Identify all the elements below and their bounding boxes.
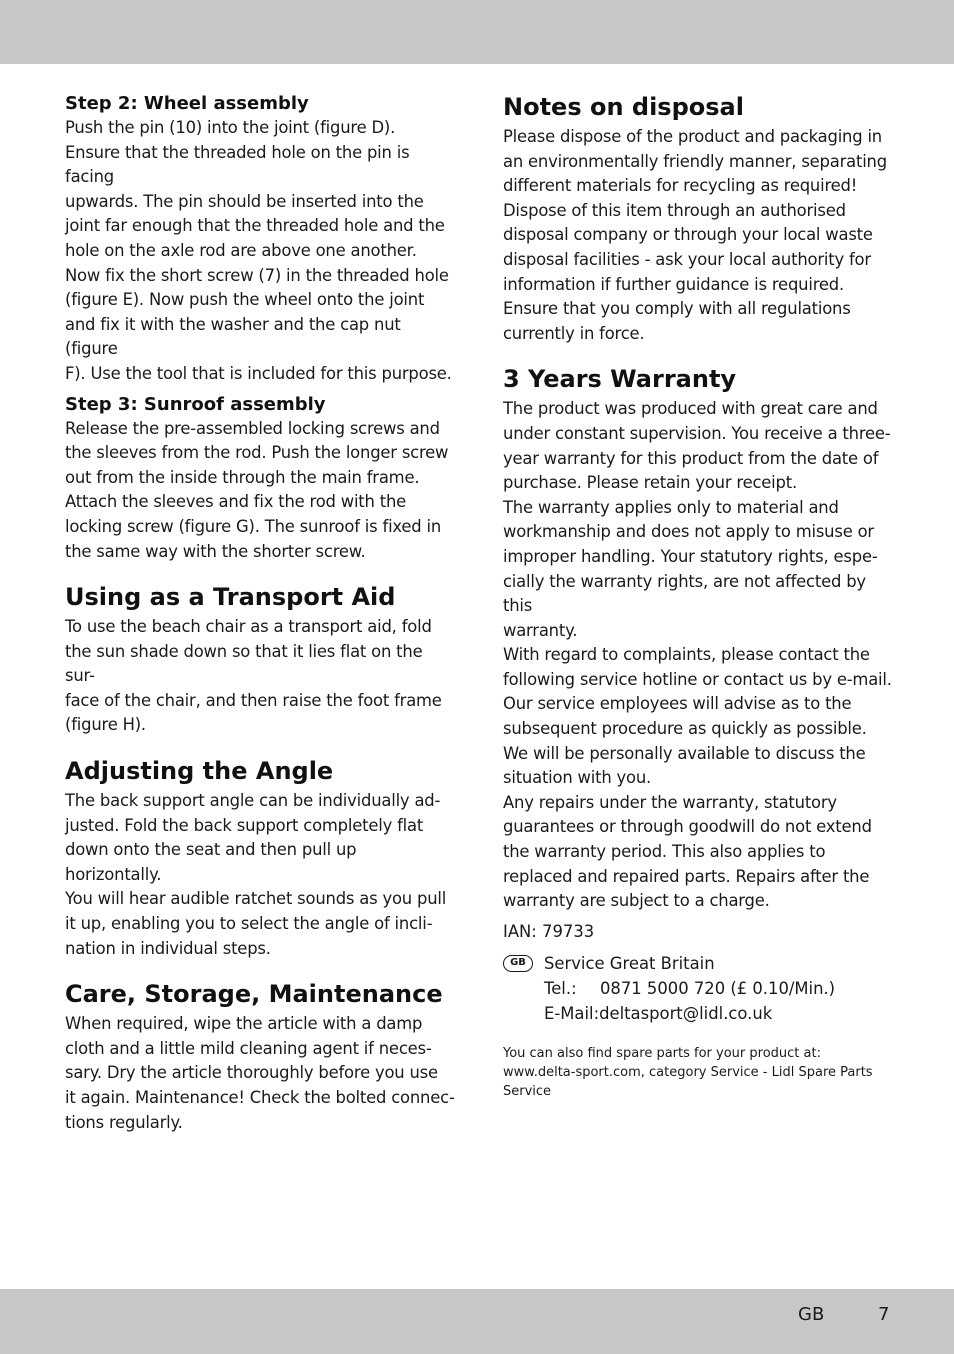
tel-value: 0871 5000 720 (£ 0.10/Min.) — [600, 979, 836, 998]
angle-heading: Adjusting the Angle — [65, 757, 334, 786]
step3-text: Release the pre-assembled locking screws and the sleeves from the rod. Push the longer screw out from the inside through the main frame. Attach the sleeves and fix the rod with the locking screw (figure G). The sunroof is fixed in the same way with the shorter screw. — [65, 418, 449, 561]
care-heading: Care, Storage, Maintenance — [65, 980, 443, 1009]
angle-text: The back support angle can be individually ad- justed. Fold the back support completely flat down onto the seat and then pull up horizontally. You will hear audible ratchet sounds as you pull it up, enabling you to select the angle of incli- nation in individual steps. — [65, 791, 447, 958]
warranty-heading: 3 Years Warranty — [503, 365, 737, 394]
care-text: When required, wipe the article with a damp cloth and a little mild cleaning agent if neces- sary. Dry the article thoroughly before you use it again. Maintenance! Check the bolted connec- tions regularly. — [65, 1014, 455, 1132]
service-email: E-Mail:deltasport@lidl.co.uk — [544, 1003, 773, 1023]
service-tel-row — [544, 977, 893, 1002]
spare-parts-note: You can also find spare parts for your product at: www.delta-sport.com, category Service - Lidl Spare Parts Service — [503, 1046, 873, 1100]
gb-country-badge: GB — [503, 955, 533, 972]
footer-language: GB — [798, 1304, 825, 1325]
step3-heading: Step 3: Sunroof assembly — [65, 393, 326, 415]
disposal-heading: Notes on disposal — [503, 93, 744, 121]
header-bar — [0, 0, 954, 64]
step2-text: Push the pin (10) into the joint (figure D). Ensure that the threaded hole on the pin is facing upwards. The pin should be inserted into the joint far enough that the threaded hole and the hole on the axle rod are above one another. Now fix the short screw (7) in the threaded hole (figure E). Now push the wheel onto the joint and fix it with the washer and the cap nut (figure F). Use the tool that is included for this purpose. — [65, 118, 452, 383]
transport-heading: Using as a Transport Aid — [65, 583, 396, 612]
warranty-text: The product was produced with great care and under constant supervision. You receive a three- year warranty for this product from the date of purchase. Please retain your receipt. The warranty applies only to material and workmanship and does not apply to misuse or improper handling. Your statutory rights, espe- cially the warranty rights, are not affected by this warranty. With regard to complaints, please contact the following service hotline or contact us by e-mail. Our service employees will advise as to the subsequent procedure as quickly as possible. We will be personally available to discuss the situation with you. Any repairs under the warranty, statutory guarantees or through goodwill do not extend the warranty period. This also applies to replaced and repaired parts. Repairs after the warranty are subject to a charge. — [503, 399, 892, 911]
service-name: Service Great Britain — [544, 954, 715, 974]
page-number: 7 — [878, 1304, 890, 1325]
transport-text: To use the beach chair as a transport aid, fold the sun shade down so that it lies flat on the sur- face of the chair, and then raise the foot frame (figure H). — [65, 617, 442, 735]
step2-heading: Step 2: Wheel assembly — [65, 93, 309, 114]
ian-number: IAN: 79733 — [503, 921, 595, 941]
left-column — [65, 92, 457, 1135]
right-column — [503, 92, 893, 1101]
disposal-text: Please dispose of the product and packaging in an environmentally friendly manner, separating different materials for recycling as required! Dispose of this item through an authorised disposal company or through your local waste disposal facilities - ask your local authority for information if further guidance is required. Ensure that you comply with all regulations currently in force. — [503, 127, 887, 343]
tel-label: Tel.: — [544, 979, 577, 998]
service-contact — [503, 952, 893, 1026]
